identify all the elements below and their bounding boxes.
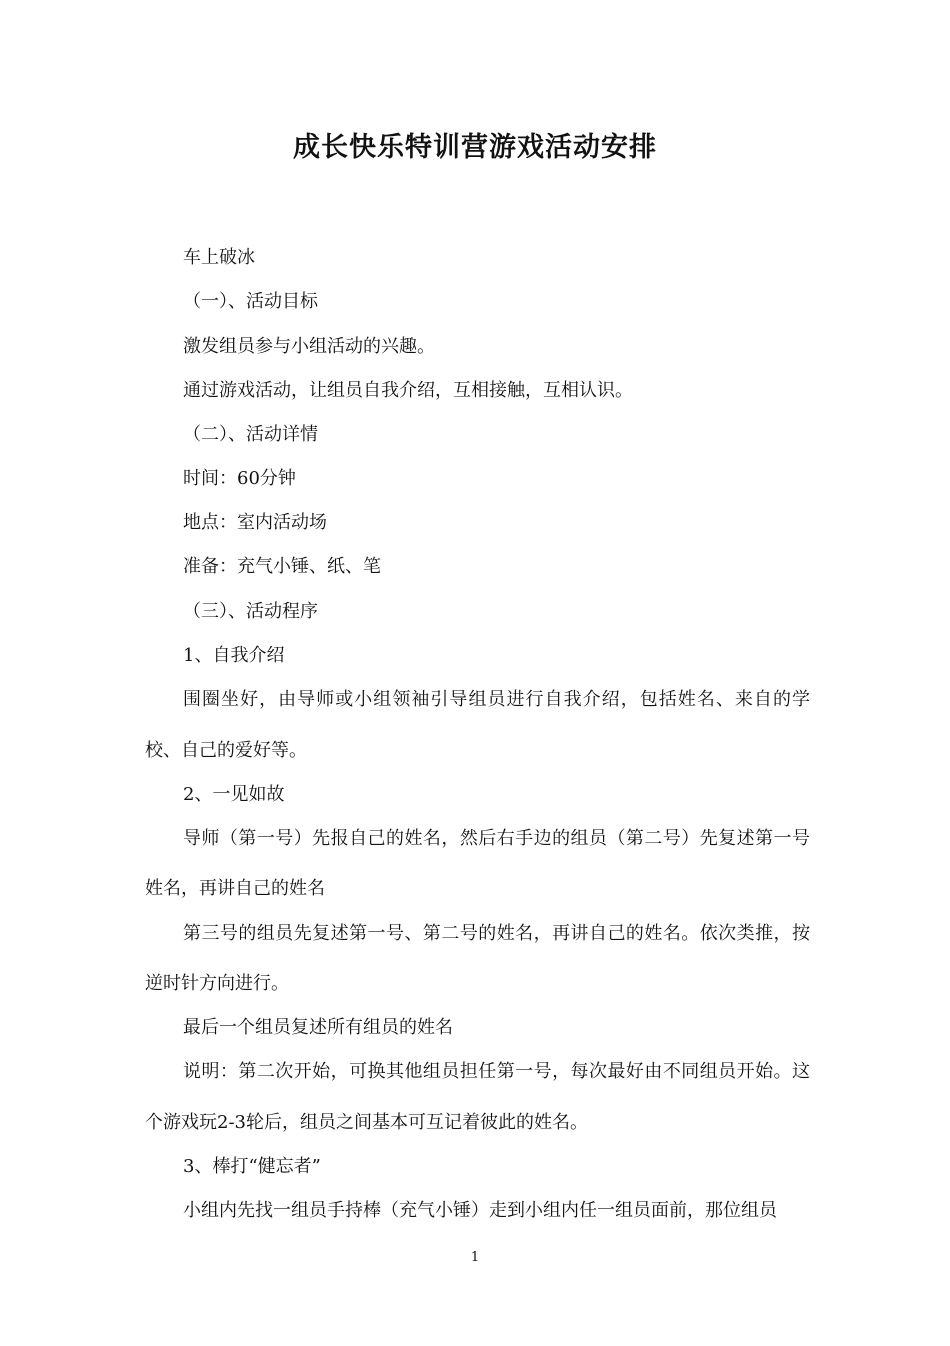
paragraph-line: 最后一个组员复述所有组员的姓名 [183, 1017, 453, 1038]
section-heading-icebreak: 车上破冰 [183, 247, 255, 268]
paragraph-line: 第三号的组员先复述第一号、第二号的姓名，再讲自己的姓名。依次类推，按 [183, 923, 810, 944]
paragraph-line: 通过游戏活动，让组员自我介绍，互相接触，互相认识。 [183, 380, 633, 401]
paragraph-line: 导师（第一号）先报自己的姓名，然后右手边的组员（第二号）先复述第一号 [183, 828, 810, 849]
paragraph-line: 校、自己的爱好等。 [145, 740, 307, 761]
subheading-procedure: （三）、活动程序 [183, 601, 318, 622]
step-heading-3: 3、棒打“健忘者” [183, 1156, 321, 1177]
paragraph-line: 个游戏玩2-3轮后，组员之间基本可互记着彼此的姓名。 [145, 1112, 588, 1133]
paragraph-line: 小组内先找一组员手持棒（充气小锤）走到小组内任一组员面前，那位组员 [183, 1200, 777, 1221]
page-title: 成长快乐特训营游戏活动安排 [293, 132, 657, 163]
paragraph-line: 逆时针方向进行。 [145, 973, 289, 994]
paragraph-line: 激发组员参与小组活动的兴趣。 [183, 336, 435, 357]
subheading-goal: （一）、活动目标 [183, 291, 318, 312]
detail-time: 时间：60分钟 [183, 468, 296, 489]
subheading-details: （二）、活动详情 [183, 424, 318, 445]
step-heading-1: 1、自我介绍 [183, 645, 285, 666]
paragraph-line: 说明：第二次开始，可换其他组员担任第一号，每次最好由不同组员开始。这 [183, 1061, 810, 1082]
step-heading-2: 2、一见如故 [183, 784, 285, 805]
detail-preparation: 准备：充气小锤、纸、笔 [183, 556, 381, 577]
page-number: 1 [470, 1250, 480, 1265]
detail-location: 地点：室内活动场 [183, 512, 327, 533]
paragraph-line: 姓名，再讲自己的姓名 [145, 878, 325, 899]
paragraph-line: 围圈坐好，由导师或小组领袖引导组员进行自我介绍，包括姓名、来自的学 [183, 689, 810, 710]
